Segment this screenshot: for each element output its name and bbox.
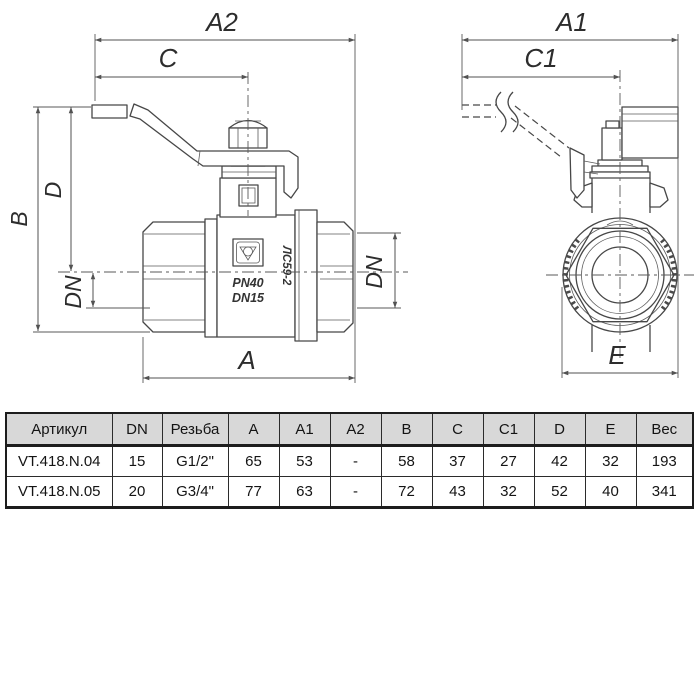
neck-lug-right	[650, 183, 668, 207]
handle-grip-end	[92, 105, 127, 118]
table-cell: 32	[483, 477, 534, 508]
dim-label-c1: C1	[524, 43, 558, 73]
marking-pressure: PN40	[232, 276, 264, 290]
dim-label-e: E	[608, 340, 626, 370]
table-cell: G3/4"	[162, 477, 228, 508]
dim-label-dn-right: DN	[361, 255, 387, 289]
break-mark	[496, 92, 506, 132]
table-cell: 40	[585, 477, 636, 508]
table-cell: 43	[432, 477, 483, 508]
body-collar	[295, 210, 317, 341]
table-cell: G1/2"	[162, 446, 228, 477]
dim-label-b: B	[6, 211, 32, 227]
dim-label-dn-left: DN	[60, 275, 86, 309]
valve-side-view	[92, 104, 353, 341]
table-cell-article: VT.418.N.05	[6, 477, 112, 508]
handle-grip-end-view	[622, 107, 678, 158]
header-thread: Резьба	[162, 413, 228, 446]
header-a2: A2	[330, 413, 381, 446]
table-cell: 15	[112, 446, 162, 477]
table-cell: 193	[636, 446, 693, 477]
table-cell: -	[330, 446, 381, 477]
header-b: B	[381, 413, 432, 446]
table-cell: 42	[534, 446, 585, 477]
header-a: A	[228, 413, 279, 446]
break-mark	[508, 92, 518, 132]
table-cell: 20	[112, 477, 162, 508]
table-cell: 58	[381, 446, 432, 477]
header-artikul: Артикул	[6, 413, 112, 446]
left-union-nut	[143, 222, 205, 332]
extension-lines	[33, 34, 678, 383]
table-cell: 63	[279, 477, 330, 508]
marking-bore: DN15	[232, 291, 264, 305]
marking-alloy: ЛС59-2	[280, 246, 292, 286]
header-e: E	[585, 413, 636, 446]
header-dn: DN	[112, 413, 162, 446]
table-cell: 53	[279, 446, 330, 477]
table-header-row	[6, 413, 693, 446]
dim-label-a1: A1	[556, 7, 588, 37]
dimension-table	[5, 412, 694, 509]
union-ring	[205, 219, 217, 337]
header-d: D	[534, 413, 585, 446]
handle-flap-end-view	[570, 148, 584, 198]
table-cell: 72	[381, 477, 432, 508]
table-cell: -	[330, 477, 381, 508]
table-cell: 52	[534, 477, 585, 508]
valve-end-view	[462, 92, 678, 352]
right-end-nut	[317, 222, 353, 332]
dim-label-c: C	[158, 43, 178, 73]
dim-label-d: D	[40, 181, 66, 199]
table-cell: 37	[432, 446, 483, 477]
header-weight: Вес	[636, 413, 693, 446]
table-row	[6, 477, 693, 508]
table-cell-article: VT.418.N.04	[6, 446, 112, 477]
header-c1: C1	[483, 413, 534, 446]
header-c: C	[432, 413, 483, 446]
table-cell: 65	[228, 446, 279, 477]
table-cell: 77	[228, 477, 279, 508]
table-row	[6, 446, 693, 477]
stem-nut-side	[602, 128, 622, 160]
header-a1: A1	[279, 413, 330, 446]
table-cell: 341	[636, 477, 693, 508]
dim-label-a: A	[238, 345, 256, 375]
dim-label-a2: A2	[206, 7, 238, 37]
table-cell: 32	[585, 446, 636, 477]
table-cell: 27	[483, 446, 534, 477]
